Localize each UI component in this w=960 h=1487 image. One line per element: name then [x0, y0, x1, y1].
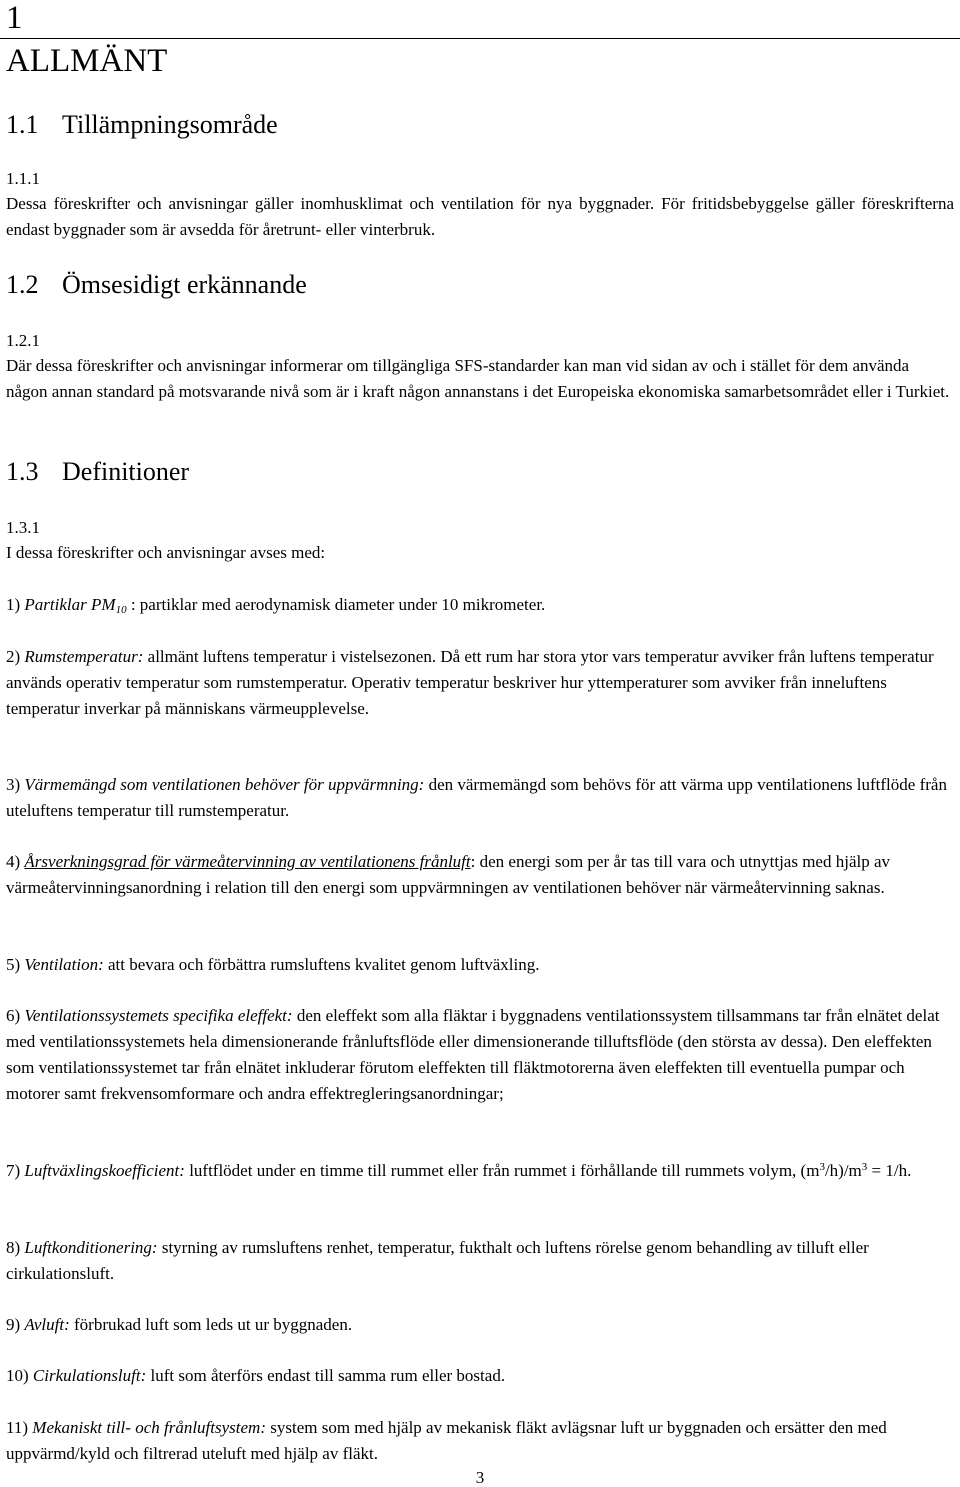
definition-term: Värmemängd som ventilationen behöver för uppvärmning:: [24, 775, 425, 794]
definition-term: Ventilationssystemets specifika eleffekt:: [24, 1006, 293, 1025]
definition-term-subscript: 10: [115, 604, 127, 616]
superscript: 3: [819, 1161, 825, 1173]
definition-separator: :: [126, 595, 136, 614]
chapter-title: ALLMÄNT: [6, 43, 168, 79]
definition-item: [6, 772, 954, 824]
definition-text: /h)/m: [824, 1161, 862, 1180]
definition-text: luft som återförs endast till samma rum eller bostad.: [146, 1366, 506, 1385]
definition-number: 9): [6, 1315, 21, 1334]
definition-text: den värmemängd som behövs för att värma upp ventilationens luftflöde från uteluftens temperatur till rumstemperatur.: [6, 775, 947, 820]
definition-term: Avluft:: [24, 1315, 70, 1334]
definition-text: allmänt luftens temperatur i vistelsezonen. Då ett rum har stora ytor vars temperatur avviker från luftens temperatur används operativ temperatur som rumstemperatur. Operativ temperatur beskriver hur yttemperaturer som avviker från inneluftens temperatur inverkar på människans värmeupplevelse.: [6, 647, 934, 718]
definition-text: partiklar med aerodynamisk diameter under 10 mikrometer.: [135, 595, 546, 614]
definition-separator: :: [470, 852, 476, 871]
paragraph-number-1-3-1: 1.3.1: [6, 518, 40, 537]
definition-number: 10): [6, 1366, 29, 1385]
definition-term: Rumstemperatur:: [24, 647, 144, 666]
page-number: 3: [475, 1468, 485, 1487]
section-heading-1-3: [6, 457, 189, 487]
definition-term-text: Partiklar PM: [24, 595, 116, 614]
definition-text: förbrukad luft som leds ut ur byggnaden.: [69, 1315, 353, 1334]
definition-text: luftflödet under en timme till rummet eller från rummet i förhållande till rummets volym, (m: [184, 1161, 820, 1180]
section-heading-1-2: [6, 270, 307, 300]
superscript: 3: [861, 1161, 868, 1173]
definition-text: att bevara och förbättra rumsluftens kvalitet genom luftväxling.: [103, 955, 540, 974]
definition-number: 4): [6, 852, 21, 871]
section-heading-1-1: [6, 110, 278, 140]
definition-item: [6, 952, 954, 978]
chapter-number: 1: [6, 0, 23, 36]
paragraph-number-1-2-1: 1.2.1: [6, 331, 40, 350]
definition-text: system som med hjälp av mekanisk fläkt avlägsnar luft ur byggnaden och ersätter den med uppvärmd/kyld och filtrerad uteluft med hjälp av fläkt.: [6, 1418, 887, 1463]
paragraph-number-1-1-1: 1.1.1: [6, 169, 40, 188]
section-title: Ömsesidigt erkännande: [62, 270, 307, 299]
definition-number: 7): [6, 1161, 21, 1180]
definition-number: 11): [6, 1418, 29, 1437]
definition-text: styrning av rumsluftens renhet, temperatur, fukthalt och luftens rörelse genom behandling av tilluft eller cirkulationsluft.: [6, 1238, 869, 1283]
section-title: Tillämpningsområde: [62, 110, 278, 139]
definition-item: [6, 1363, 954, 1389]
definition-text: den energi som per år tas till vara och utnyttjas med hjälp av värmeåtervinningsanordning i relation till den energi som uppvärmningen av ventilationen behöver när värmeåtervinning saknas.: [6, 852, 891, 897]
definition-item: [6, 849, 954, 901]
paragraph-1-1-1: Dessa föreskrifter och anvisningar gäller inomhusklimat och ventilation för nya byggnader. För fritidsbebyggelse gäller föreskrifterna endast byggnader som är avsedda för åretrunt- eller vinterbruk.: [6, 194, 954, 239]
definition-item: [6, 1003, 954, 1107]
definition-item: [6, 592, 954, 618]
definition-term: Luftkonditionering:: [24, 1238, 158, 1257]
definition-term: [24, 595, 126, 614]
definition-number: 2): [6, 647, 21, 666]
definition-number: 5): [6, 955, 21, 974]
definition-item: [6, 1415, 954, 1467]
definition-text: den eleffekt som alla fläktar i byggnadens ventilationssystem tillsammans tar från elnätet delat med ventilationssystemets hela dimensionerande frånluftsflöde eller dimensionerande tilluftsflöde (den största av dessa). Den eleffekten som ventilationssystemet tar från elnätet inkluderar förutom eleffekten till fläktmotorerna även eleffekten till eventuella pumpar och motorer samt frekvensomformare och andra effektregleringsanordningar;: [6, 1006, 940, 1103]
chapter-rule: [0, 38, 960, 39]
definition-term: Ventilation:: [24, 955, 104, 974]
definition-item: [6, 1158, 954, 1184]
paragraph-1-3-1-intro: I dessa föreskrifter och anvisningar avses med:: [6, 543, 326, 562]
definition-item: [6, 644, 954, 722]
definition-term: Cirkulationsluft:: [32, 1366, 147, 1385]
definition-item: [6, 1235, 954, 1287]
definition-term: Luftväxlingskoefficient:: [24, 1161, 185, 1180]
definition-text: = 1/h.: [867, 1161, 912, 1180]
definition-item: [6, 1312, 954, 1338]
definition-term: Mekaniskt till- och frånluftsystem:: [32, 1418, 266, 1437]
section-number: 1.2: [6, 270, 39, 299]
section-number: 1.1: [6, 110, 39, 139]
definition-number: 8): [6, 1238, 21, 1257]
section-title: Definitioner: [62, 457, 190, 486]
section-number: 1.3: [6, 457, 39, 486]
definition-number: 1): [6, 595, 21, 614]
definition-number: 3): [6, 775, 21, 794]
definition-number: 6): [6, 1006, 21, 1025]
definition-term: Årsverkningsgrad för värmeåtervinning av ventilationens frånluft: [24, 852, 471, 871]
paragraph-1-2-1: Där dessa föreskrifter och anvisningar informerar om tillgängliga SFS-standarder kan man vid sidan av och i stället för dem använda någon annan standard på motsvarande nivå som är i kraft någon annanstans i det Europeiska ekonomiska samarbetsområdet eller i Turkiet.: [6, 356, 950, 401]
